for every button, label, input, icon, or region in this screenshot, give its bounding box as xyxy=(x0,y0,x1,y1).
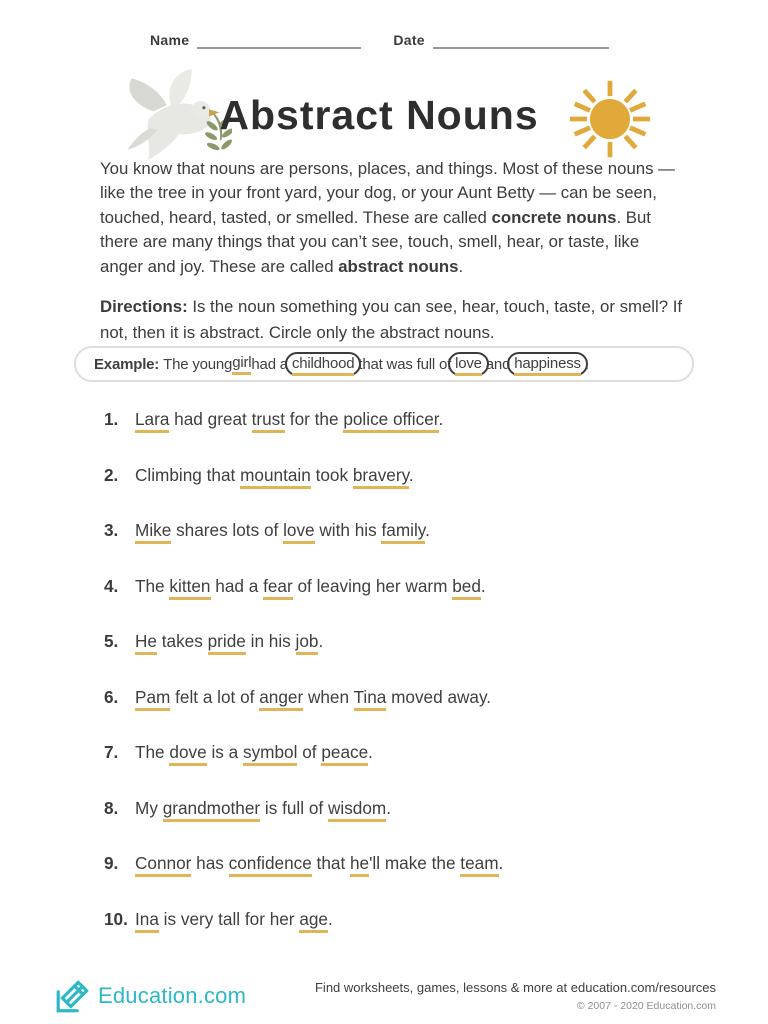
underlined-word: kitten xyxy=(169,576,210,600)
text-segment: Is the noun something you can see, hear, touch, taste, or smell? If not, then it is abstract. Circle only the abstract nouns. xyxy=(100,297,683,342)
text-segment: . xyxy=(408,464,414,485)
underlined-word: Pam xyxy=(135,687,170,711)
text-segment: in his xyxy=(245,631,296,651)
date-blank-line xyxy=(433,33,609,49)
text-segment: . xyxy=(318,631,324,651)
underlined-word: fear xyxy=(263,576,293,600)
question-text xyxy=(135,630,323,653)
underlined-word: trust xyxy=(252,409,285,433)
question-text xyxy=(135,797,391,820)
text-segment: The xyxy=(135,575,170,596)
question-row xyxy=(104,908,694,931)
footer-brand xyxy=(54,976,246,1016)
underlined-word: mountain xyxy=(240,465,311,489)
text-segment: moved away. xyxy=(386,686,492,707)
text-segment: had great xyxy=(169,409,252,429)
text-segment: 'll make the xyxy=(369,853,461,873)
underlined-word: police officer xyxy=(343,409,438,433)
bold-text: abstract nouns xyxy=(338,256,459,276)
footer-info xyxy=(315,980,716,1012)
name-field xyxy=(150,32,361,49)
footer-tagline: Find worksheets, games, lessons & more at education.com/resources xyxy=(314,980,716,995)
question-text xyxy=(135,519,430,542)
text-segment: had a xyxy=(251,355,288,373)
question-text xyxy=(135,908,333,931)
text-segment: . xyxy=(328,908,333,929)
underlined-word: confidence xyxy=(229,853,312,877)
underlined-word: Mike xyxy=(135,520,171,544)
underlined-word: He xyxy=(135,631,157,655)
underlined-word: anger xyxy=(259,687,303,711)
question-number: 4. xyxy=(104,575,119,596)
underlined-word: happiness xyxy=(514,355,581,376)
footer-copyright: © 2007 - 2020 Education.com xyxy=(576,1000,716,1012)
question-row xyxy=(104,519,694,542)
underlined-word: childhood xyxy=(292,355,354,376)
underlined-word: girl xyxy=(232,354,251,375)
question-text xyxy=(135,741,373,764)
text-segment: . But there are many things that you can’t see, touch, smell, hear, or taste, like anger and joy. These are called xyxy=(100,207,651,276)
directions-paragraph xyxy=(100,294,684,346)
name-label: Name xyxy=(150,32,190,48)
circled-word xyxy=(285,352,361,376)
question-row xyxy=(104,852,694,875)
question-row xyxy=(104,408,694,431)
circled-word xyxy=(507,352,588,376)
brand-name: Education.com xyxy=(98,983,247,1008)
text-segment: is full of xyxy=(260,797,328,818)
header-fields xyxy=(150,32,618,49)
question-number: 8. xyxy=(104,797,119,818)
underlined-word: peace xyxy=(321,742,368,766)
name-blank-line xyxy=(197,33,361,49)
question-list xyxy=(104,408,694,963)
question-row xyxy=(104,686,694,709)
question-number: 6. xyxy=(104,686,119,707)
underlined-word: Ina xyxy=(135,909,159,933)
page-title: Abstract Nouns xyxy=(219,92,539,138)
text-segment: is a xyxy=(206,742,243,762)
question-text xyxy=(135,408,443,431)
text-segment: . xyxy=(368,742,373,762)
question-number: 3. xyxy=(104,520,119,540)
underlined-word: symbol xyxy=(243,742,297,766)
text-segment: . xyxy=(498,853,504,873)
text-segment: felt a lot of xyxy=(170,686,260,707)
sun-icon xyxy=(567,78,653,162)
question-row xyxy=(104,464,694,487)
underlined-word: Tina xyxy=(354,687,387,711)
underlined-word: Lara xyxy=(135,409,169,433)
question-row xyxy=(104,741,694,764)
question-text xyxy=(135,852,503,875)
bold-text: Example: xyxy=(94,355,160,373)
bold-text: concrete nouns xyxy=(491,207,617,227)
text-segment: . xyxy=(386,797,392,818)
text-segment: . xyxy=(438,409,444,429)
text-segment: with his xyxy=(314,520,382,540)
text-segment: The xyxy=(135,742,170,762)
bold-text: Directions: xyxy=(100,297,188,316)
text-segment: that was full of xyxy=(358,355,452,373)
question-text xyxy=(135,686,491,709)
text-segment: when xyxy=(303,686,354,707)
question-text xyxy=(135,464,414,487)
question-number: 7. xyxy=(104,742,119,762)
text-segment: for the xyxy=(285,409,344,429)
underlined-word: love xyxy=(455,355,482,376)
question-row xyxy=(104,630,694,653)
text-segment: of xyxy=(297,742,322,762)
text-segment: of leaving her warm xyxy=(292,575,453,596)
question-row xyxy=(104,797,694,820)
intro-paragraph xyxy=(100,157,676,279)
underlined-word: job xyxy=(296,631,319,655)
text-segment: takes xyxy=(156,631,208,651)
question-number: 2. xyxy=(104,464,119,485)
date-field xyxy=(393,32,609,49)
question-number: 5. xyxy=(104,631,119,651)
text-segment: You know that nouns are persons, places, and things. Most of these nouns — like the tree in your front yard, your dog, or your Aunt Betty — can be seen, touched, heard, tasted, or smelled. These are called xyxy=(100,159,675,227)
underlined-word: family xyxy=(381,520,425,544)
underlined-word: Connor xyxy=(135,853,191,877)
question-number: 9. xyxy=(104,853,119,873)
text-segment: and xyxy=(485,355,511,373)
text-segment: The young xyxy=(163,355,233,373)
text-segment: My xyxy=(135,797,163,818)
text-segment: Climbing that xyxy=(135,464,241,485)
circled-word xyxy=(448,352,489,376)
education-logo-icon xyxy=(54,976,94,1016)
question-row xyxy=(104,575,694,598)
underlined-word: age xyxy=(299,909,328,933)
question-text xyxy=(135,575,486,598)
example-box xyxy=(74,346,694,382)
text-segment: is very tall for her xyxy=(158,908,300,929)
text-segment: that xyxy=(311,853,350,873)
underlined-word: wisdom xyxy=(328,798,386,822)
text-segment: had a xyxy=(210,575,264,596)
underlined-word: grandmother xyxy=(163,798,260,822)
underlined-word: bed xyxy=(452,576,481,600)
question-number: 1. xyxy=(104,409,119,429)
underlined-word: dove xyxy=(169,742,206,766)
underlined-word: he xyxy=(350,853,369,877)
underlined-word: team xyxy=(460,853,498,877)
underlined-word: bravery xyxy=(353,465,409,489)
text-segment: took xyxy=(310,464,353,485)
text-segment: . xyxy=(458,256,464,276)
underlined-word: love xyxy=(283,520,315,544)
text-segment: . xyxy=(584,355,589,373)
underlined-word: pride xyxy=(208,631,246,655)
text-segment: shares lots of xyxy=(171,520,284,540)
text-segment: has xyxy=(191,853,229,873)
text-segment: . xyxy=(480,575,486,596)
date-label: Date xyxy=(393,32,425,48)
text-segment: . xyxy=(425,520,430,540)
question-number: 10. xyxy=(104,908,128,929)
